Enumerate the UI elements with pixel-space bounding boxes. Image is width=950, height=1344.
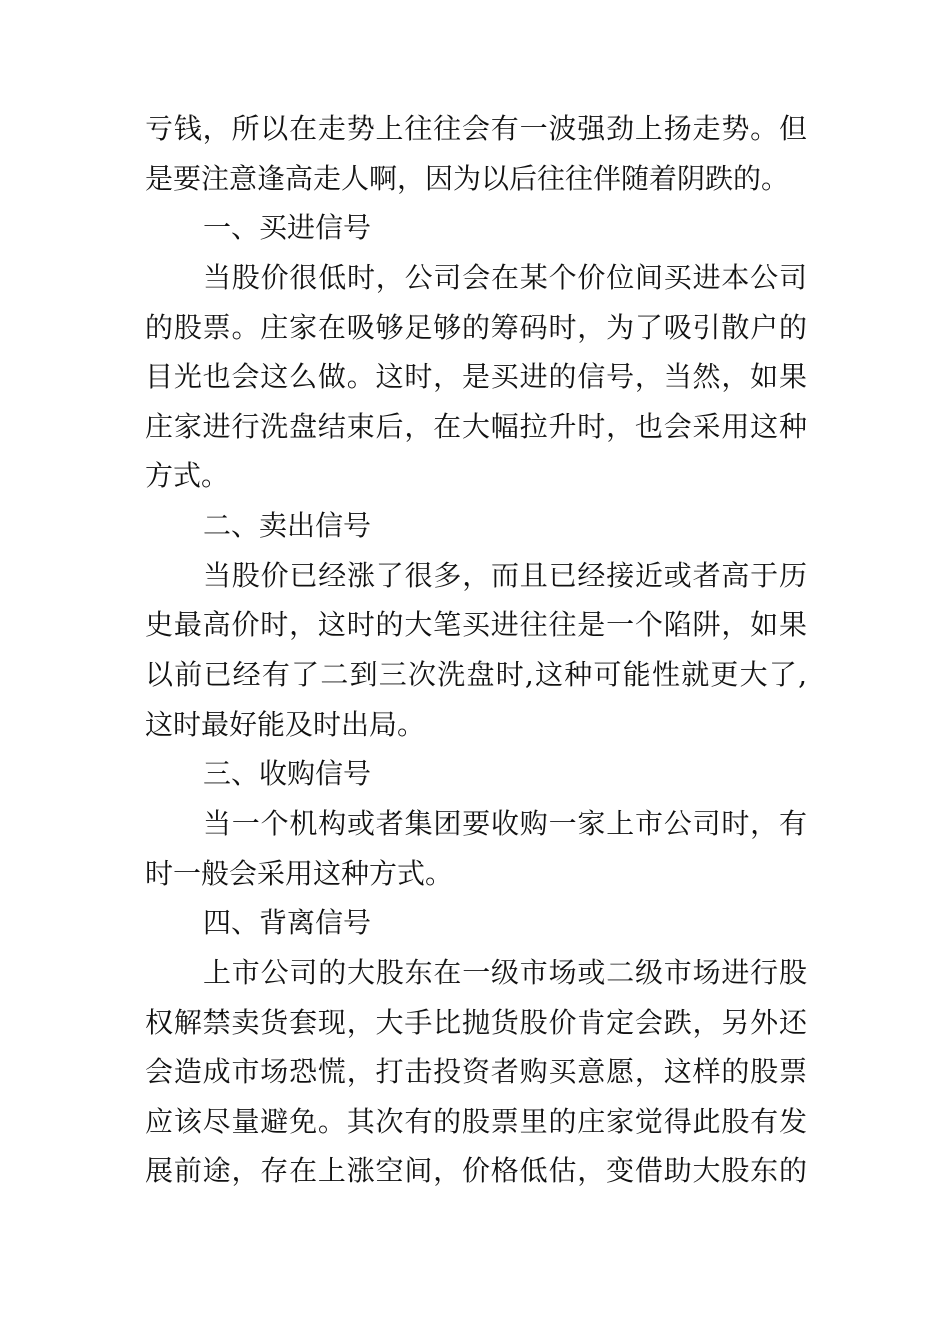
text-line: 以前已经有了二到三次洗盘时,这种可能性就更大了, <box>145 658 807 692</box>
text-line: 目光也会这么做。这时，是买进的信号，当然，如果 <box>145 360 807 394</box>
section-heading-buy: 一、买进信号 <box>203 211 372 245</box>
section-heading-acquisition: 三、收购信号 <box>203 757 372 791</box>
text-line: 当股价很低时，公司会在某个价位间买进本公司 <box>203 260 807 294</box>
text-line: 上市公司的大股东在一级市场或二级市场进行股 <box>203 955 807 989</box>
text-line: 庄家进行洗盘结束后，在大幅拉升时，也会采用这种 <box>145 409 807 443</box>
text-line: 亏钱，所以在走势上往往会有一波强劲上扬走势。但 <box>145 112 807 145</box>
text-line: 时一般会采用这种方式。 <box>145 856 454 890</box>
section-heading-sell: 二、卖出信号 <box>203 509 372 543</box>
text-line: 权解禁卖货套现，大手比抛货股价肯定会跌，另外还 <box>145 1005 807 1039</box>
text-line: 会造成市场恐慌，打击投资者购买意愿，这样的股票 <box>145 1055 807 1089</box>
text-line: 应该尽量避免。其次有的股票里的庄家觉得此股有发 <box>145 1104 807 1138</box>
text-line: 的股票。庄家在吸够足够的筹码时，为了吸引散户的 <box>145 310 807 344</box>
section-heading-divergence: 四、背离信号 <box>203 906 372 940</box>
text-line: 当股价已经涨了很多，而且已经接近或者高于历 <box>203 558 807 592</box>
text-line: 方式。 <box>145 459 230 493</box>
text-line: 当一个机构或者集团要收购一家上市公司时，有 <box>203 806 807 840</box>
text-line: 这时最好能及时出局。 <box>145 707 426 741</box>
text-line: 展前途，存在上涨空间，价格低估，变借助大股东的 <box>145 1154 807 1188</box>
text-line: 史最高价时，这时的大笔买进往往是一个陷阱，如果 <box>145 608 807 642</box>
text-line: 是要注意逢高走人啊，因为以后往往伴随着阴跌的。 <box>145 161 790 195</box>
body-text <box>145 104 807 1196</box>
